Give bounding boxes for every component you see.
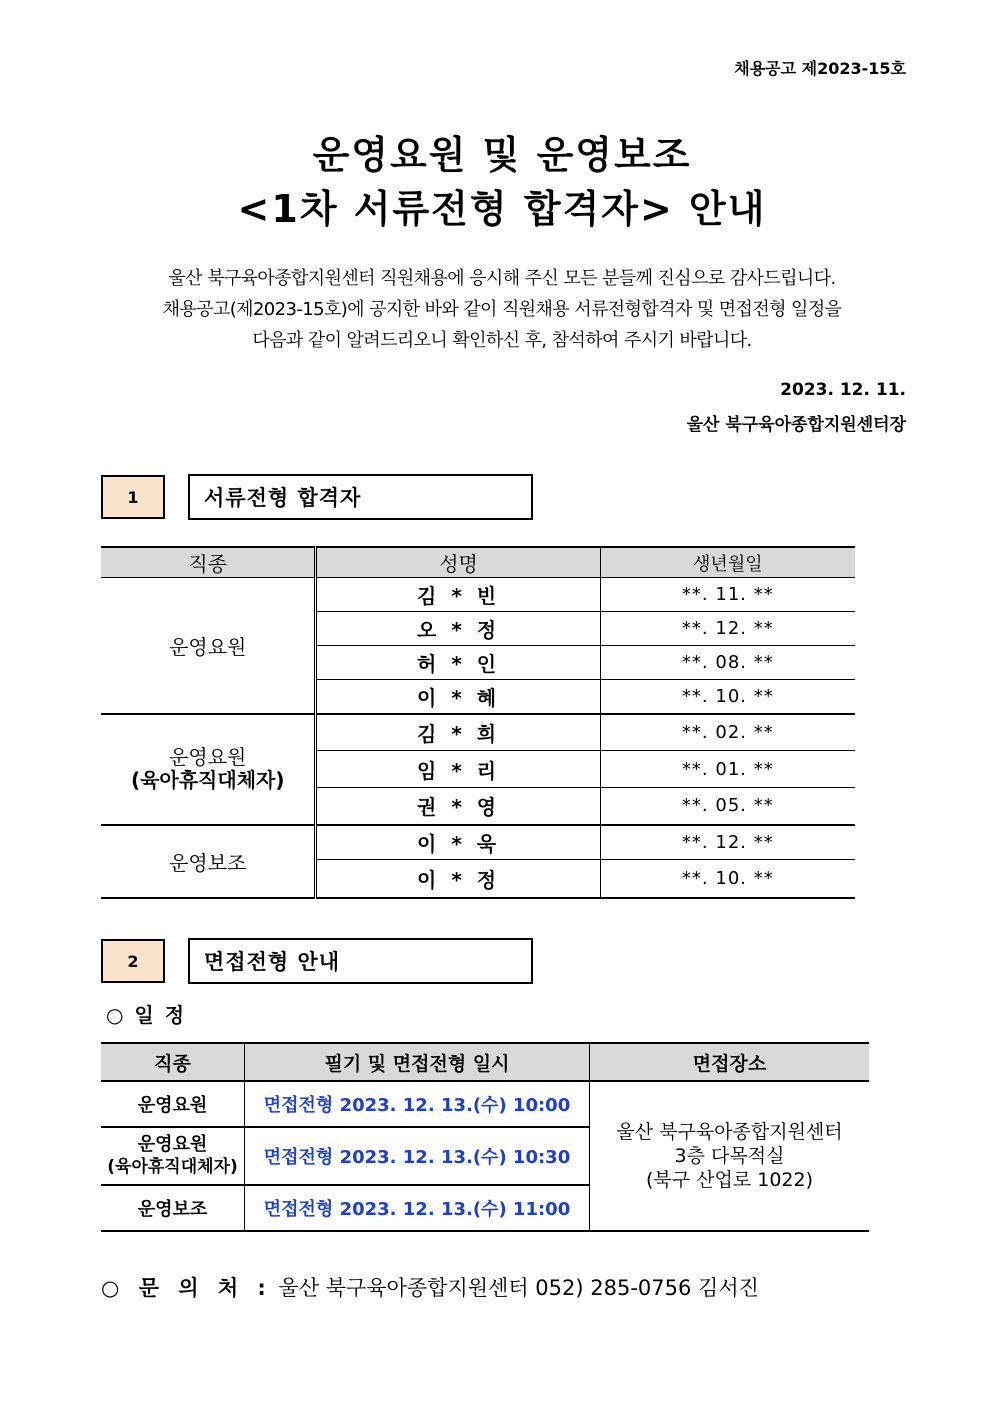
table-row — [101, 578, 855, 612]
job-label: 운영요원 — [169, 745, 247, 769]
notice-number: 채용공고 제2023-15호 — [734, 59, 906, 78]
table-row — [101, 1081, 869, 1127]
name-cell: 김 * 희 — [316, 714, 600, 751]
birth-cell: **. 08. ** — [600, 646, 855, 680]
column-header-name: 성명 — [316, 547, 600, 578]
notice-date: 2023. 12. 11. — [780, 380, 906, 400]
section2-number: 2 — [101, 939, 165, 983]
job-cell: 운영보조 — [101, 1185, 245, 1231]
section1-heading: 서류전형 합격자 — [188, 474, 533, 520]
table-row — [101, 714, 855, 751]
job-cell: 운영요원 — [101, 1081, 245, 1127]
job-cell — [101, 578, 316, 714]
birth-cell: **. 01. ** — [600, 751, 855, 788]
intro-line: 울산 북구육아종합지원센터 직원채용에 응시해 주신 모든 분들께 진심으로 감사드립니다. — [168, 268, 836, 289]
place-line: (북구 산업로 1022) — [645, 1169, 814, 1191]
time-cell: 면접전형 2023. 12. 13.(수) 10:30 — [245, 1127, 590, 1185]
table-row — [101, 825, 855, 860]
interview-schedule-table — [101, 1042, 869, 1232]
job-cell — [101, 714, 316, 825]
contact-label: ○ 문 의 처 : — [101, 1276, 272, 1300]
birth-cell: **. 10. ** — [600, 680, 855, 714]
job-cell — [101, 1127, 245, 1185]
job-label: 운영보조 — [169, 850, 247, 875]
birth-cell: **. 12. ** — [600, 825, 855, 860]
birth-cell: **. 10. ** — [600, 860, 855, 898]
birth-cell: **. 12. ** — [600, 612, 855, 646]
job-cell — [101, 825, 316, 898]
document-pass-table — [101, 546, 855, 899]
section1-number: 1 — [101, 475, 165, 519]
contact-line — [101, 1272, 759, 1302]
job-sublabel: (육아휴직대체자) — [130, 768, 285, 792]
name-cell: 허 * 인 — [316, 646, 600, 680]
contact-value: 울산 북구육아종합지원센터 052) 285-0756 김서진 — [278, 1276, 759, 1300]
intro-paragraph — [0, 263, 992, 356]
time-cell: 면접전형 2023. 12. 13.(수) 10:00 — [245, 1081, 590, 1127]
name-cell: 이 * 정 — [316, 860, 600, 898]
time-cell: 면접전형 2023. 12. 13.(수) 11:00 — [245, 1185, 590, 1231]
name-cell: 오 * 정 — [316, 612, 600, 646]
issuer-name: 울산 북구육아종합지원센터장 — [686, 415, 906, 435]
job-label: 운영요원 — [137, 1134, 208, 1155]
page-title-line1: 운영요원 및 운영보조 — [312, 133, 692, 177]
name-cell: 임 * 리 — [316, 751, 600, 788]
intro-line: 채용공고(제2023-15호)에 공지한 바와 같이 직원채용 서류전형합격자 및 면접전형 일정을 — [162, 299, 842, 320]
column-header-place: 면접장소 — [590, 1043, 870, 1081]
place-cell — [590, 1081, 870, 1231]
name-cell: 김 * 빈 — [316, 578, 600, 612]
intro-line: 다음과 같이 알려드리오니 확인하신 후, 참석하여 주시기 바랍니다. — [252, 330, 752, 351]
birth-cell: **. 05. ** — [600, 788, 855, 825]
place-line: 울산 북구육아종합지원센터 — [616, 1121, 843, 1143]
birth-cell: **. 02. ** — [600, 714, 855, 751]
section2-heading: 면접전형 안내 — [188, 938, 533, 984]
column-header-job: 직종 — [101, 547, 316, 578]
column-header-job: 직종 — [101, 1043, 245, 1081]
job-label: 운영요원 — [169, 634, 247, 659]
column-header-time: 필기 및 면접전형 일시 — [245, 1043, 590, 1081]
table-header-row — [101, 547, 855, 578]
name-cell: 이 * 욱 — [316, 825, 600, 860]
table-header-row — [101, 1043, 869, 1081]
birth-cell: **. 11. ** — [600, 578, 855, 612]
job-sublabel: (육아휴직대체자) — [107, 1157, 238, 1177]
place-line: 3층 다목적실 — [674, 1145, 785, 1167]
column-header-birth: 생년월일 — [600, 547, 855, 578]
schedule-label: ○ 일 정 — [106, 1003, 187, 1027]
page-title-line2: <1차 서류전형 합격자> 안내 — [237, 187, 767, 231]
name-cell: 권 * 영 — [316, 788, 600, 825]
name-cell: 이 * 혜 — [316, 680, 600, 714]
